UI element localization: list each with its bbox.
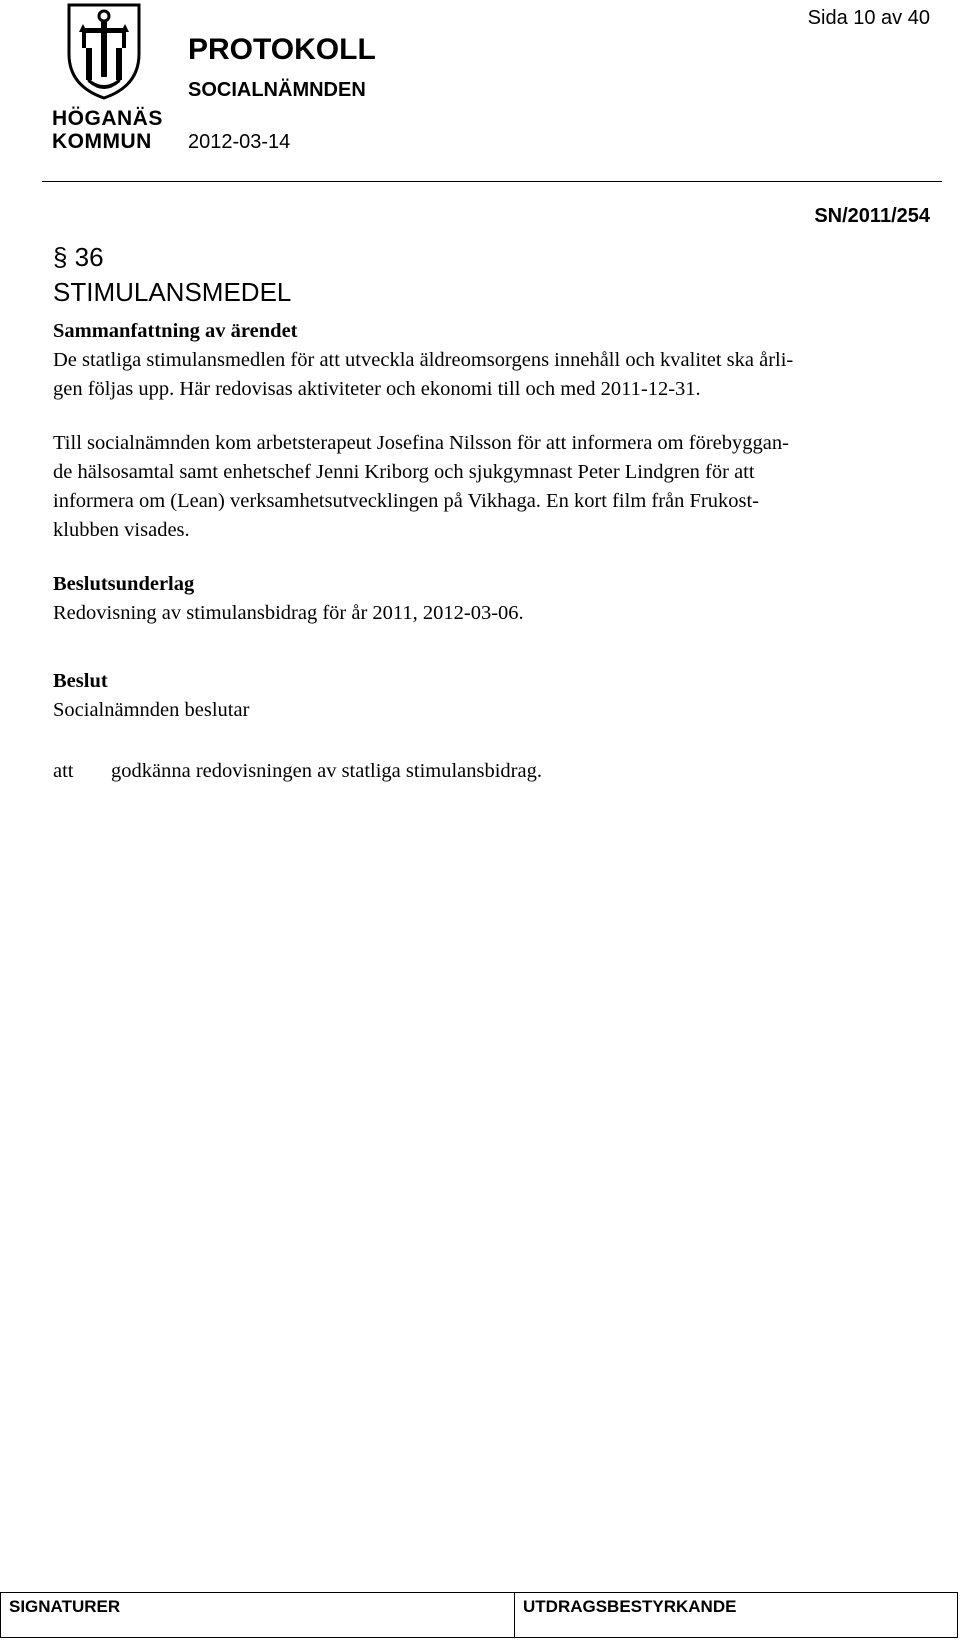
basis-heading: Beslutsunderlag — [53, 573, 195, 595]
decision-intro: Socialnämnden beslutar — [53, 699, 250, 721]
anchor-shield-icon — [66, 2, 142, 100]
page-number: Sida 10 av 40 — [807, 7, 930, 29]
info-line: klubben visades. — [53, 519, 190, 541]
certification-cell: UTDRAGSBESTYRKANDE — [523, 1597, 737, 1616]
logo-text-line1: HÖGANÄS — [52, 107, 163, 130]
info-line: informera om (Lean) verksamhetsutvecklingen på Vikhaga. En kort film från Frukost- — [53, 490, 759, 512]
summary-line: De statliga stimulansmedlen för att utveckla äldreomsorgens innehåll och kvalitet ska årli- — [53, 349, 794, 371]
section-number: § 36 — [53, 242, 104, 272]
summary-line: gen följas upp. Här redovisas aktiviteter och ekonomi till och med 2011-12-31. — [53, 378, 701, 400]
document-date: 2012-03-14 — [188, 131, 291, 153]
basis-block — [53, 570, 933, 628]
decision-block — [53, 667, 933, 725]
section-title: STIMULANSMEDEL — [53, 277, 292, 307]
document-subtitle: SOCIALNÄMNDEN — [188, 79, 366, 101]
case-number: SN/2011/254 — [814, 205, 930, 227]
signatures-cell: SIGNATURER — [1, 1593, 515, 1637]
decision-heading: Beslut — [53, 670, 108, 692]
decision-item — [53, 757, 542, 786]
summary-block — [53, 317, 933, 404]
info-line: Till socialnämnden kom arbetsterapeut Josefina Nilsson för att informera om förebyggan- — [53, 432, 789, 454]
header-divider — [42, 181, 942, 182]
signature-table — [0, 1592, 958, 1638]
basis-text: Redovisning av stimulansbidrag för år 2011, 2012-03-06. — [53, 602, 524, 624]
decision-prefix: att — [53, 760, 74, 782]
summary-heading: Sammanfattning av ärendet — [53, 320, 298, 342]
logo-wordmark — [52, 107, 163, 153]
logo-text-line2: KOMMUN — [52, 130, 152, 153]
info-line: de hälsosamtal samt enhetschef Jenni Kriborg och sjukgymnast Peter Lindgren för att — [53, 461, 755, 483]
info-paragraph — [53, 429, 933, 545]
document-title: PROTOKOLL — [188, 33, 376, 66]
decision-text: godkänna redovisningen av statliga stimulansbidrag. — [111, 760, 542, 782]
municipality-logo — [52, 2, 162, 152]
